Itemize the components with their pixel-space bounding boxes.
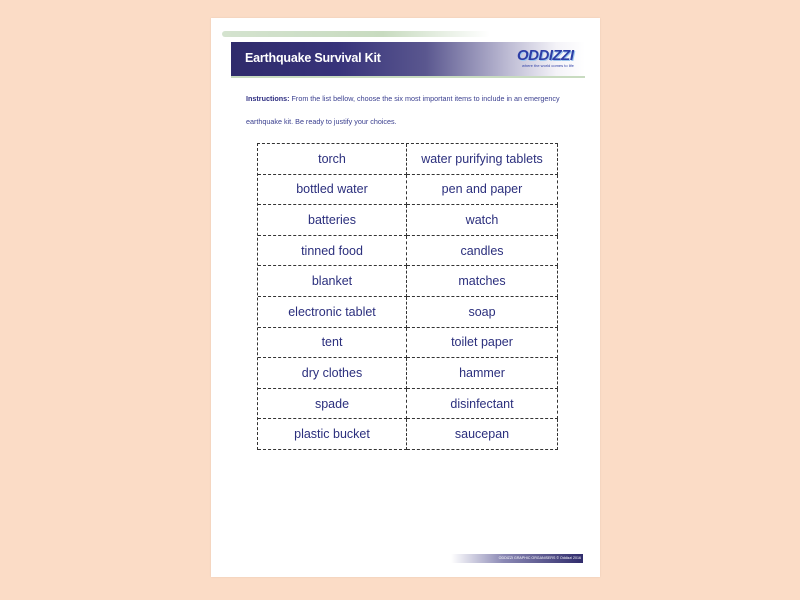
item-card[interactable]: bottled water: [258, 175, 407, 206]
item-card[interactable]: spade: [258, 389, 407, 420]
item-card[interactable]: torch: [258, 144, 407, 175]
item-card[interactable]: electronic tablet: [258, 297, 407, 328]
item-card[interactable]: pen and paper: [407, 175, 558, 206]
item-card[interactable]: soap: [407, 297, 558, 328]
item-card[interactable]: water purifying tablets: [407, 144, 558, 175]
decorative-stripe: [222, 31, 490, 37]
item-card[interactable]: matches: [407, 266, 558, 297]
item-card[interactable]: dry clothes: [258, 358, 407, 389]
item-card[interactable]: watch: [407, 205, 558, 236]
item-card[interactable]: batteries: [258, 205, 407, 236]
item-card[interactable]: plastic bucket: [258, 419, 407, 450]
page-title: Earthquake Survival Kit: [245, 51, 381, 65]
item-card[interactable]: candles: [407, 236, 558, 267]
item-card[interactable]: saucepan: [407, 419, 558, 450]
worksheet-page: [211, 18, 600, 577]
oddizzi-logo: [517, 47, 583, 71]
item-card[interactable]: toilet paper: [407, 328, 558, 359]
page-footer: ODDIZZI GRAPHIC ORGANISERS © Oddizzi 2016: [451, 554, 583, 563]
item-card[interactable]: blanket: [258, 266, 407, 297]
item-card[interactable]: disinfectant: [407, 389, 558, 420]
instructions: [246, 87, 566, 133]
item-card[interactable]: tinned food: [258, 236, 407, 267]
instructions-label: Instructions:: [246, 94, 290, 103]
item-card[interactable]: tent: [258, 328, 407, 359]
instructions-text: From the list bellow, choose the six most important items to include in an emergency earthquake kit. Be ready to justify your choices.: [246, 94, 560, 126]
title-banner: [231, 42, 585, 76]
item-card[interactable]: hammer: [407, 358, 558, 389]
logo-wordmark: ODDIZZI: [517, 47, 574, 64]
items-table: [257, 143, 558, 450]
logo-tagline: where the world comes to life: [522, 63, 574, 68]
